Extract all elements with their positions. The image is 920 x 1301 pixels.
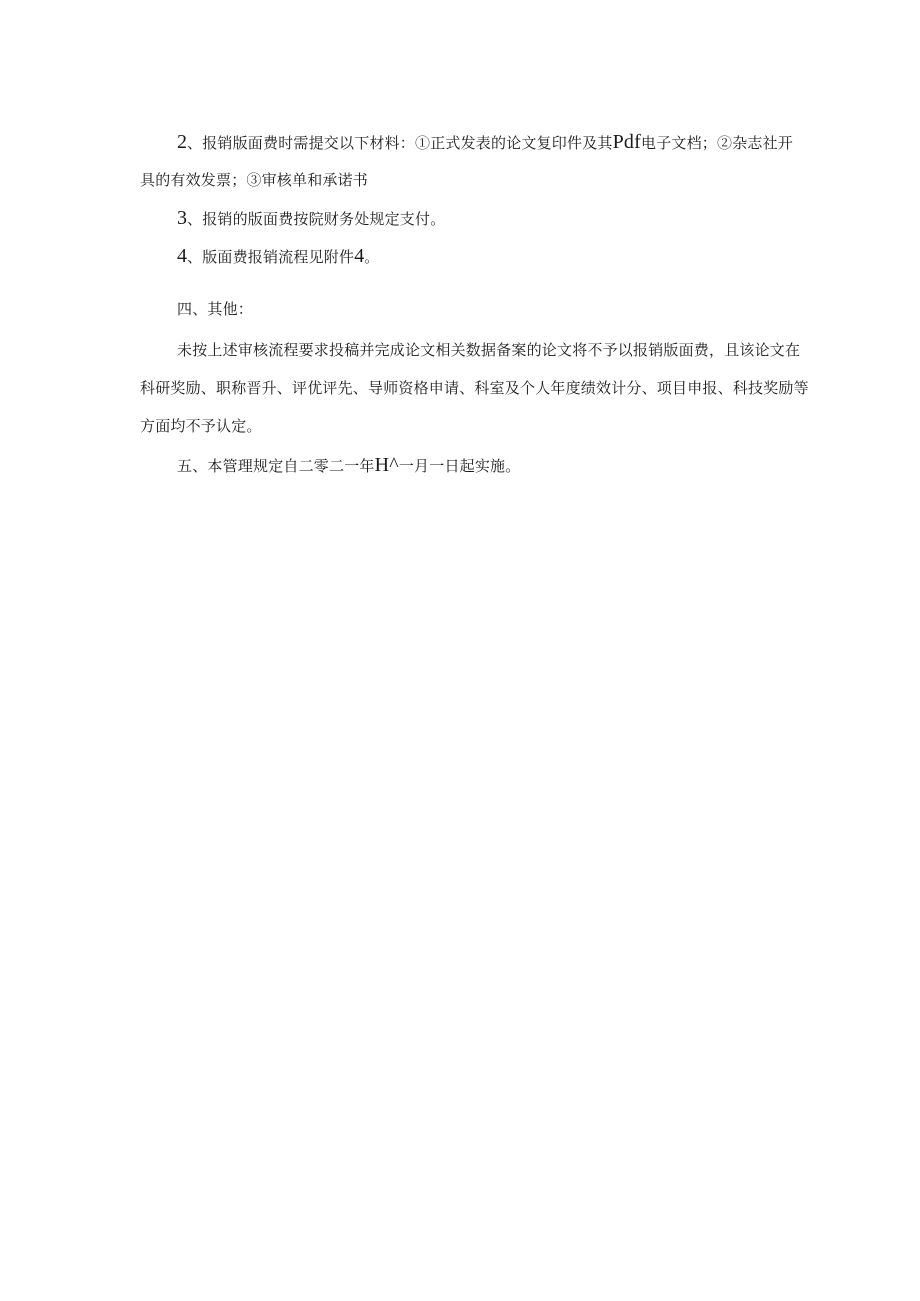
item-3 bbox=[177, 208, 445, 229]
item-3-text: 、报销的版面费按院财务处规定支付。 bbox=[187, 210, 446, 228]
section-4-paragraph-line-1: 未按上述审核流程要求投稿并完成论文相关数据备案的论文将不予以报销版面费，且该论文在 bbox=[177, 341, 801, 359]
item-2-line-2 bbox=[140, 170, 368, 190]
section-5-text-b: 一月一日起实施。 bbox=[398, 457, 521, 475]
item-4-number: 4 bbox=[177, 245, 187, 267]
item-4-attachment-number: 4 bbox=[354, 245, 365, 267]
section-4-paragraph-line-3: 方面均不予认定。 bbox=[140, 417, 262, 435]
item-2-number: 2 bbox=[177, 131, 187, 153]
item-2-text-c: 具的有效发票；③审核单和承诺书 bbox=[140, 171, 369, 189]
item-2-pdf: Pdf bbox=[612, 131, 641, 153]
section-4-heading: 四、其他： bbox=[177, 300, 254, 318]
item-4-end: 。 bbox=[364, 248, 380, 266]
item-2-text-b: 电子文档；②杂志社开 bbox=[641, 134, 794, 152]
section-4-paragraph-line-2: 科研奖励、职称晋升、评优评先、导师资格申请、科室及个人年度绩效计分、项目申报、科技奖励等 bbox=[140, 379, 809, 397]
item-3-number: 3 bbox=[177, 207, 187, 229]
section-5 bbox=[177, 455, 520, 476]
item-4-text: 、版面费报销流程见附件 bbox=[187, 248, 355, 266]
section-5-text-a: 五、本管理规定自二零二一年 bbox=[177, 457, 375, 475]
item-2-text-a: 、报销版面费时需提交以下材料：①正式发表的论文复印件及其 bbox=[187, 134, 613, 152]
item-2-line-1 bbox=[177, 132, 793, 153]
section-5-odd-characters: H^ bbox=[374, 454, 399, 476]
item-4 bbox=[177, 246, 379, 267]
